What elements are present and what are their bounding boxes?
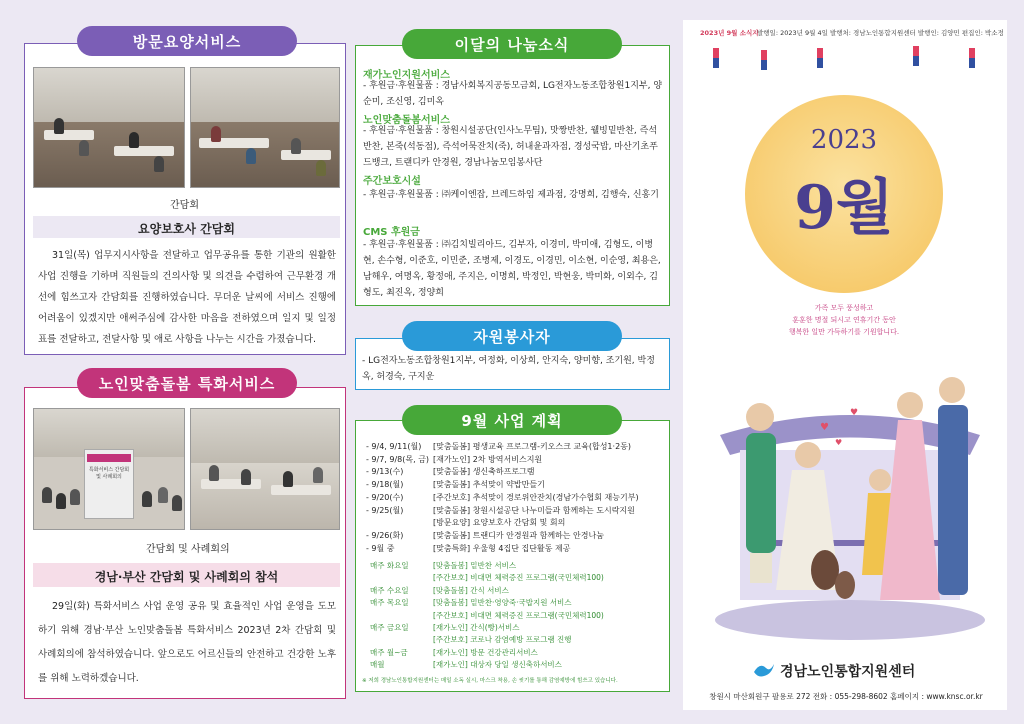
plan-row-date: - 9/26(화) [366, 530, 404, 540]
weekly-row-item: [주간보호] 비대면 체력증진 프로그램(국민체력100) [433, 610, 604, 620]
plan-note: ※ 저희 경남노인통합지원센터는 매일 소독 실시, 마스크 착용, 손 씻기를 통해 감염예방에 힘쓰고 있습니다. [362, 678, 618, 684]
volunteer-title: 자원봉사자 [402, 321, 622, 351]
sharing-body-2: - 후원금·후원물품 : 창원시설공단(인사노무팀), 맛짱반찬, 웰빙밑반찬, 즉석반찬, 본죽(석동점), 즉석어묵잔치(죽), 허내윤과자점, 경성국밥, 마산기초푸드뱅크, 트랜디카 안경원, 경남나눔모임봉사단 [363, 126, 658, 168]
cover-footer: 창원시 마산회원구 팔용로 272 전화 : 055-298-8602 홈페이지 : www.knsc.or.kr [709, 692, 983, 701]
plan-row-date: - 9/18(월) [366, 480, 404, 490]
weekly-row-item: [재가노인] 간식(빵)서비스 [433, 623, 520, 632]
sharing-heading-1: 재가노인지원서비스 [363, 70, 450, 81]
org-logo-icon [752, 660, 776, 678]
flag-decoration [683, 40, 1007, 80]
weekly-row-day: 매주 목요일 [370, 598, 409, 608]
cover-greeting-3: 행복한 일만 가득하기를 기원합니다. [788, 328, 900, 336]
plan-title: 9월 사업 계획 [402, 405, 622, 435]
plan-row-item: [방문요양] 요양보호사 간담회 및 회의 [433, 518, 566, 528]
special-photo-1 [33, 408, 185, 530]
special-photo-2 [190, 408, 340, 530]
special-banner-text: 특화서비스 간담회 및 사례회의 [88, 467, 130, 480]
plan-row-item: [맞춤돌봄] 창원시설공단 나누미들과 함께하는 도시락지원 [433, 505, 635, 515]
sharing-title: 이달의 나눔소식 [402, 29, 622, 59]
plan-row-item: [맞춤특화] 우울형 4집단 집단활동 제공 [433, 543, 571, 553]
plan-row-item: [재가노인] 2차 방역서비스지원 [433, 454, 543, 464]
org-name: 경남노인통합지원센터 [780, 664, 916, 680]
plan-row-date: - 9/4, 9/11(월) [366, 442, 422, 451]
family-illustration [700, 345, 1000, 645]
weekly-row-item: [주간보호] 비대면 체력증진 프로그램(국민체력100) [433, 573, 604, 583]
cover-header-issue: 2023년 9월 소식지 [700, 29, 759, 37]
plan-row-item: [맞춤돌봄] 추석맞이 약밥만들기 [433, 480, 545, 490]
special-subtitle: 경남·부산 간담회 및 사례회의 참석 [94, 570, 279, 584]
plan-row-date: - 9월 중 [366, 543, 395, 553]
visit-photo-caption: 간담회 [170, 200, 199, 211]
sharing-heading-3: 주간보호시설 [363, 176, 421, 187]
cover-greeting-2: 훈훈한 명절 되시고 연휴기간 동안 [792, 316, 896, 324]
svg-text:♥: ♥ [850, 408, 859, 418]
weekly-row-item: [맞춤돌봄] 밑반찬·영양죽·국밥지원 서비스 [433, 598, 572, 608]
cover-year: 2023 [810, 125, 878, 155]
weekly-row-day: 매주 월~금 [370, 647, 408, 657]
plan-row-date: - 9/20(수) [366, 492, 404, 502]
special-service-title: 노인맞춤돌봄 특화서비스 [77, 368, 297, 398]
sharing-body-4: - 후원금·후원물품 : ㈜김치빌리아드, 김부자, 이경미, 박미애, 김형도, 이병현, 손수형, 이준호, 이민준, 조병제, 이경도, 이경민, 이소현, 이순영, 최용은, 남해우, 여명옥, 황정애, 주지은, 이명희, 박정인, 박현웅, 박미화, 이외수, 김형도, 최진옥, 정양희 [363, 240, 661, 298]
weekly-row-item: [맞춤돌봄] 밑반찬 서비스 [433, 561, 517, 570]
sharing-body-1: - 후원금·후원물품 : 경남사회복지공동모금회, LG전자노동조합창원1지부, 양순미, 조신영, 김미옥 [363, 81, 663, 107]
weekly-row-item: [맞춤돌봄] 간식 서비스 [433, 585, 509, 595]
visit-photo-2 [190, 67, 340, 188]
cover-month: 9월 [794, 173, 894, 243]
weekly-row-item: [주간보호] 코로나 감염예방 프로그램 진행 [433, 635, 572, 645]
weekly-row-item: [재가노인] 대상자 당일 생신축하서비스 [433, 660, 562, 670]
plan-row-item: [맞춤돌봄] 평생교육 프로그램-키오스크 교육(합성1·2동) [433, 442, 632, 451]
weekly-row-day: 매주 수요일 [370, 585, 409, 595]
special-photo-caption: 간담회 및 사례회의 [146, 544, 230, 555]
cover-greeting-1: 가족 모두 풍성하고 [814, 304, 874, 312]
svg-text:♥: ♥ [835, 438, 843, 447]
sharing-heading-2: 노인맞춤돌봄서비스 [363, 115, 450, 126]
plan-row-item: [주간보호] 추석맞이 경로위안잔치(경남가수협회 재능기부) [433, 492, 639, 502]
volunteer-body: - LG전자노동조합창원1지부, 여정화, 이상희, 안지숙, 양미향, 조기원, 박정옥, 허경숙, 구지운 [362, 356, 655, 382]
plan-row-date: - 9/7, 9/8(목, 금) [366, 454, 430, 464]
plan-row-item: [맞춤돌봄] 생신축하프로그램 [433, 467, 535, 477]
visit-subtitle: 요양보호사 간담회 [138, 222, 235, 236]
plan-row-date: - 9/13(수) [366, 467, 404, 477]
visit-photo-1 [33, 67, 185, 188]
plan-row-item: [맞춤돌봄] 트랜디카 안경원과 함께하는 안경나눔 [433, 530, 604, 540]
weekly-row-day: 매월 [370, 660, 385, 670]
special-body: 29일(화) 특화서비스 사업 운영 공유 및 효율적인 사업 운영을 도모하기 위해 경남·부산 노인맞춤돌봄 특화서비스 2023년 2차 간담회 및 사례회의에 참석하였습니다. 앞으로도 어르신들의 안전하고 건강한 노후를 위해 노력하겠습니다. [38, 601, 336, 684]
sharing-body-3: - 후원금·후원물품 : ㈜케이엔잡, 브레드하임 제과점, 강명희, 김행숙, 신홍기 [363, 190, 659, 200]
weekly-row-day: 매주 금요일 [370, 623, 409, 632]
cover-header-meta: 발행일: 2023년 9월 4일 발행처: 경남노인통합지원센터 발행인: 김양민 편집인: 박소정 [757, 29, 1004, 37]
plan-row-date: - 9/25(월) [366, 505, 404, 515]
weekly-row-item: [재가노인] 방문 건강관리서비스 [433, 647, 538, 657]
visit-service-title: 방문요양서비스 [77, 26, 297, 56]
sharing-heading-4: CMS 후원금 [363, 227, 420, 238]
weekly-row-day: 매주 화요일 [370, 561, 409, 570]
svg-text:♥: ♥ [820, 422, 829, 433]
visit-body: 31일(목) 업무지시사항을 전달하고 업무공유를 통한 기관의 원활한 사업 진행을 기하며 직원들의 건의사항 및 의견을 수렴하여 근무환경 개선에 힘쓰고자 간담회를 진행하였습니다. 무더운 날씨에 서비스 진행에 어려움이 있겠지만 애써주심에 감사한 마음을 전하였으며 일지 및 일정표를 전달하고, 전달사항 및 애로 사항을 나누는 시간을 가졌습니다. [38, 250, 336, 345]
